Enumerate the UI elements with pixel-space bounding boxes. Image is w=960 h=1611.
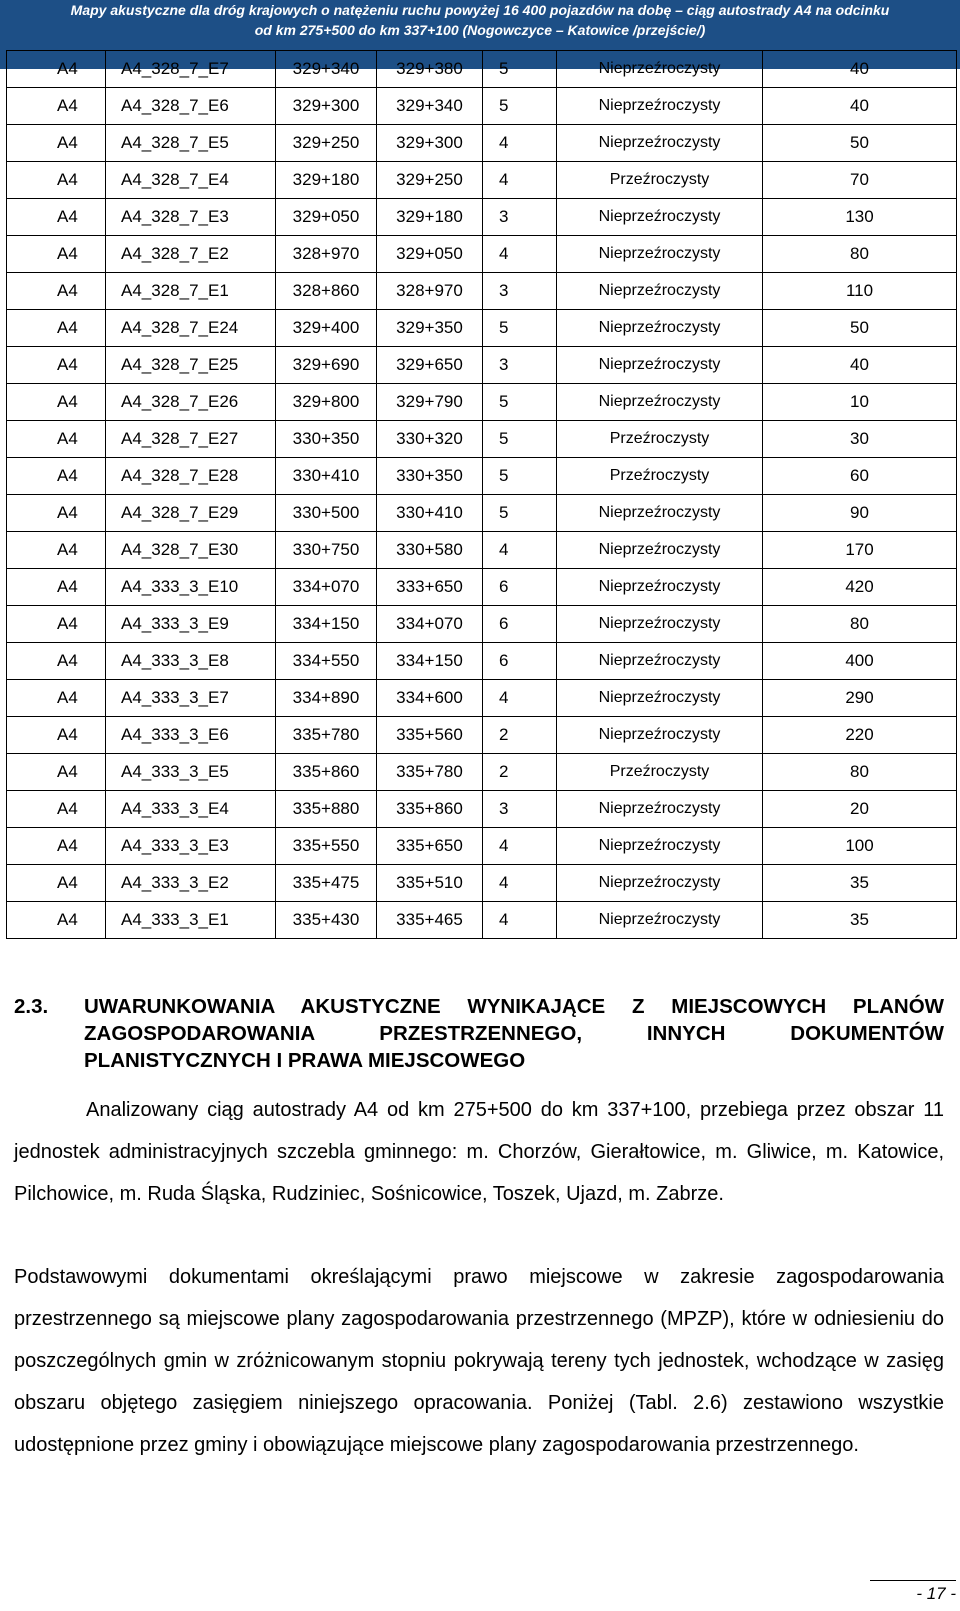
cell-height: 3: [483, 199, 557, 236]
cell-height: 4: [483, 865, 557, 902]
table-row: [7, 643, 957, 680]
cell-barrier-id: A4_333_3_E4: [106, 791, 276, 828]
cell-barrier-id: A4_328_7_E27: [106, 421, 276, 458]
cell-type: Nieprzeźroczysty: [557, 865, 763, 902]
table-row: [7, 384, 957, 421]
header-line-1: Mapy akustyczne dla dróg krajowych o natężeniu ruchu powyżej 16 400 pojazdów na dobę – ciąg autostrady A4 na odcinku: [70, 2, 890, 18]
table-row: [7, 162, 957, 199]
cell-length: 40: [763, 347, 957, 384]
cell-barrier-id: A4_333_3_E7: [106, 680, 276, 717]
cell-height: 5: [483, 88, 557, 125]
cell-km-end: 330+320: [377, 421, 483, 458]
cell-km-start: 335+475: [276, 865, 377, 902]
cell-km-end: 334+150: [377, 643, 483, 680]
cell-type: Przeźroczysty: [557, 458, 763, 495]
cell-length: 20: [763, 791, 957, 828]
cell-road: A4: [7, 421, 106, 458]
cell-road: A4: [7, 754, 106, 791]
header-line-2: od km 275+500 do km 337+100 (Nogowczyce – Katowice /przejście/): [254, 22, 706, 38]
table-body: [7, 51, 957, 939]
cell-type: Nieprzeźroczysty: [557, 236, 763, 273]
cell-barrier-id: A4_333_3_E1: [106, 902, 276, 939]
cell-length: 220: [763, 717, 957, 754]
cell-length: 90: [763, 495, 957, 532]
cell-km-end: 333+650: [377, 569, 483, 606]
table-row: [7, 717, 957, 754]
cell-type: Nieprzeźroczysty: [557, 310, 763, 347]
cell-height: 5: [483, 384, 557, 421]
cell-km-start: 329+340: [276, 51, 377, 88]
cell-barrier-id: A4_328_7_E30: [106, 532, 276, 569]
cell-type: Nieprzeźroczysty: [557, 273, 763, 310]
cell-km-start: 335+430: [276, 902, 377, 939]
cell-road: A4: [7, 310, 106, 347]
cell-length: 80: [763, 236, 957, 273]
cell-km-end: 329+050: [377, 236, 483, 273]
cell-km-end: 329+180: [377, 199, 483, 236]
cell-barrier-id: A4_328_7_E3: [106, 199, 276, 236]
cell-barrier-id: A4_328_7_E1: [106, 273, 276, 310]
cell-km-start: 329+050: [276, 199, 377, 236]
cell-length: 30: [763, 421, 957, 458]
cell-km-end: 335+860: [377, 791, 483, 828]
table-row: [7, 902, 957, 939]
cell-length: 40: [763, 51, 957, 88]
cell-km-end: 329+250: [377, 162, 483, 199]
cell-barrier-id: A4_328_7_E2: [106, 236, 276, 273]
cell-length: 60: [763, 458, 957, 495]
cell-road: A4: [7, 458, 106, 495]
cell-type: Przeźroczysty: [557, 421, 763, 458]
cell-barrier-id: A4_333_3_E9: [106, 606, 276, 643]
table-row: [7, 88, 957, 125]
cell-km-start: 334+550: [276, 643, 377, 680]
cell-km-start: 330+350: [276, 421, 377, 458]
cell-height: 5: [483, 421, 557, 458]
cell-type: Nieprzeźroczysty: [557, 569, 763, 606]
paragraph-mpzp: Podstawowymi dokumentami określającymi prawo miejscowe w zakresie zagospodarowania przestrzennego są miejscowe plany zagospodarowania przestrzennego (MPZP), które w odniesieniu do poszczególnych gmin w zróżnicowanym stopniu pokrywają tereny tych jednostek, wchodzące w zasięg obszaru objętego zasięgiem niniejszego opracowania. Poniżej (Tabl. 2.6) zestawiono wszystkie udostępnione przez gminy i obowiązujące miejscowe plany zagospodarowania przestrzennego.: [14, 1266, 944, 1456]
cell-km-end: 335+780: [377, 754, 483, 791]
cell-road: A4: [7, 495, 106, 532]
page-number: - 17 -: [916, 1584, 956, 1603]
table-row: [7, 680, 957, 717]
cell-km-end: 329+300: [377, 125, 483, 162]
cell-km-end: 329+650: [377, 347, 483, 384]
cell-barrier-id: A4_328_7_E4: [106, 162, 276, 199]
cell-barrier-id: A4_333_3_E3: [106, 828, 276, 865]
cell-road: A4: [7, 680, 106, 717]
table-row: [7, 199, 957, 236]
cell-km-end: 335+560: [377, 717, 483, 754]
cell-type: Nieprzeźroczysty: [557, 791, 763, 828]
cell-type: Nieprzeźroczysty: [557, 532, 763, 569]
cell-height: 6: [483, 606, 557, 643]
table-row: [7, 421, 957, 458]
cell-height: 5: [483, 458, 557, 495]
cell-length: 420: [763, 569, 957, 606]
cell-barrier-id: A4_328_7_E26: [106, 384, 276, 421]
table-row: [7, 791, 957, 828]
cell-road: A4: [7, 606, 106, 643]
cell-height: 5: [483, 310, 557, 347]
cell-length: 110: [763, 273, 957, 310]
cell-barrier-id: A4_328_7_E5: [106, 125, 276, 162]
cell-length: 400: [763, 643, 957, 680]
table-row: [7, 458, 957, 495]
cell-height: 2: [483, 754, 557, 791]
cell-height: 5: [483, 495, 557, 532]
cell-road: A4: [7, 569, 106, 606]
cell-type: Nieprzeźroczysty: [557, 88, 763, 125]
cell-km-start: 329+300: [276, 88, 377, 125]
cell-km-start: 334+150: [276, 606, 377, 643]
cell-barrier-id: A4_328_7_E6: [106, 88, 276, 125]
cell-barrier-id: A4_333_3_E6: [106, 717, 276, 754]
cell-type: Nieprzeźroczysty: [557, 384, 763, 421]
cell-length: 35: [763, 865, 957, 902]
cell-km-start: 329+180: [276, 162, 377, 199]
cell-type: Przeźroczysty: [557, 162, 763, 199]
cell-height: 4: [483, 902, 557, 939]
cell-km-start: 330+750: [276, 532, 377, 569]
cell-km-end: 329+340: [377, 88, 483, 125]
table-row: [7, 51, 957, 88]
cell-road: A4: [7, 865, 106, 902]
cell-km-end: 330+410: [377, 495, 483, 532]
cell-road: A4: [7, 273, 106, 310]
cell-km-start: 330+410: [276, 458, 377, 495]
cell-height: 3: [483, 347, 557, 384]
table-row: [7, 532, 957, 569]
cell-type: Nieprzeźroczysty: [557, 902, 763, 939]
cell-barrier-id: A4_333_3_E5: [106, 754, 276, 791]
cell-barrier-id: A4_333_3_E8: [106, 643, 276, 680]
cell-km-end: 334+070: [377, 606, 483, 643]
table-row: [7, 865, 957, 902]
cell-length: 130: [763, 199, 957, 236]
cell-road: A4: [7, 88, 106, 125]
table-row: [7, 569, 957, 606]
paragraph-municipalities: Analizowany ciąg autostrady A4 od km 275+500 do km 337+100, przebiega przez obszar 11 jednostek administracyjnych szczebla gminnego: m. Chorzów, Gierałtowice, m. Gliwice, m. Katowice, Pilchowice, m. Ruda Śląska, Rudziniec, Sośnicowice, Toszek, Ujazd, m. Zabrze.: [14, 1099, 944, 1205]
table-row: [7, 236, 957, 273]
cell-km-start: 328+970: [276, 236, 377, 273]
cell-length: 35: [763, 902, 957, 939]
cell-length: 40: [763, 88, 957, 125]
footer-divider: [870, 1580, 956, 1581]
cell-km-start: 328+860: [276, 273, 377, 310]
table-row: [7, 828, 957, 865]
cell-km-start: 329+250: [276, 125, 377, 162]
cell-km-end: 335+650: [377, 828, 483, 865]
table-row: [7, 125, 957, 162]
cell-road: A4: [7, 828, 106, 865]
cell-height: 5: [483, 51, 557, 88]
cell-length: 80: [763, 606, 957, 643]
table-row: [7, 606, 957, 643]
cell-barrier-id: A4_328_7_E28: [106, 458, 276, 495]
cell-type: Nieprzeźroczysty: [557, 643, 763, 680]
table-row: [7, 495, 957, 532]
cell-type: Nieprzeźroczysty: [557, 495, 763, 532]
cell-road: A4: [7, 643, 106, 680]
cell-length: 100: [763, 828, 957, 865]
cell-km-start: 335+550: [276, 828, 377, 865]
cell-km-end: 334+600: [377, 680, 483, 717]
cell-road: A4: [7, 236, 106, 273]
cell-km-start: 335+780: [276, 717, 377, 754]
cell-height: 4: [483, 162, 557, 199]
cell-road: A4: [7, 902, 106, 939]
cell-road: A4: [7, 532, 106, 569]
cell-height: 4: [483, 125, 557, 162]
cell-km-start: 334+890: [276, 680, 377, 717]
cell-road: A4: [7, 162, 106, 199]
cell-height: 6: [483, 569, 557, 606]
cell-km-start: 330+500: [276, 495, 377, 532]
cell-km-start: 329+400: [276, 310, 377, 347]
cell-type: Nieprzeźroczysty: [557, 125, 763, 162]
cell-km-end: 335+510: [377, 865, 483, 902]
cell-length: 50: [763, 125, 957, 162]
cell-type: Nieprzeźroczysty: [557, 680, 763, 717]
cell-road: A4: [7, 125, 106, 162]
cell-km-start: 329+690: [276, 347, 377, 384]
cell-height: 4: [483, 680, 557, 717]
cell-km-end: 330+350: [377, 458, 483, 495]
cell-km-start: 335+880: [276, 791, 377, 828]
cell-km-start: 334+070: [276, 569, 377, 606]
table-row: [7, 754, 957, 791]
cell-road: A4: [7, 347, 106, 384]
cell-road: A4: [7, 384, 106, 421]
cell-km-end: 330+580: [377, 532, 483, 569]
cell-road: A4: [7, 199, 106, 236]
cell-km-end: 328+970: [377, 273, 483, 310]
cell-type: Nieprzeźroczysty: [557, 828, 763, 865]
cell-km-end: 335+465: [377, 902, 483, 939]
table-row: [7, 273, 957, 310]
cell-type: Przeźroczysty: [557, 754, 763, 791]
cell-road: A4: [7, 51, 106, 88]
cell-km-end: 329+350: [377, 310, 483, 347]
cell-type: Nieprzeźroczysty: [557, 51, 763, 88]
cell-height: 4: [483, 532, 557, 569]
cell-length: 50: [763, 310, 957, 347]
cell-length: 10: [763, 384, 957, 421]
cell-height: 4: [483, 828, 557, 865]
cell-road: A4: [7, 791, 106, 828]
cell-type: Nieprzeźroczysty: [557, 347, 763, 384]
noise-barrier-table: [6, 50, 957, 939]
cell-type: Nieprzeźroczysty: [557, 606, 763, 643]
cell-height: 3: [483, 273, 557, 310]
cell-barrier-id: A4_333_3_E2: [106, 865, 276, 902]
cell-type: Nieprzeźroczysty: [557, 717, 763, 754]
cell-length: 70: [763, 162, 957, 199]
cell-length: 290: [763, 680, 957, 717]
cell-length: 170: [763, 532, 957, 569]
section-heading: [14, 993, 944, 1074]
table-row: [7, 347, 957, 384]
cell-km-start: 329+800: [276, 384, 377, 421]
cell-height: 4: [483, 236, 557, 273]
cell-km-end: 329+380: [377, 51, 483, 88]
table-row: [7, 310, 957, 347]
cell-height: 6: [483, 643, 557, 680]
cell-barrier-id: A4_328_7_E25: [106, 347, 276, 384]
cell-length: 80: [763, 754, 957, 791]
section-title: UWARUNKOWANIA AKUSTYCZNE WYNIKAJĄCE Z MIEJSCOWYCH PLANÓW ZAGOSPODAROWANIA PRZESTRZENNEGO, INNYCH DOKUMENTÓW PLANISTYCZNYCH I PRAWA MIEJSCOWEGO: [84, 995, 944, 1072]
cell-height: 3: [483, 791, 557, 828]
cell-barrier-id: A4_328_7_E24: [106, 310, 276, 347]
section-number: 2.3.: [14, 995, 49, 1018]
cell-barrier-id: A4_328_7_E29: [106, 495, 276, 532]
cell-km-start: 335+860: [276, 754, 377, 791]
cell-road: A4: [7, 717, 106, 754]
cell-type: Nieprzeźroczysty: [557, 199, 763, 236]
cell-barrier-id: A4_333_3_E10: [106, 569, 276, 606]
cell-barrier-id: A4_328_7_E7: [106, 51, 276, 88]
cell-km-end: 329+790: [377, 384, 483, 421]
cell-height: 2: [483, 717, 557, 754]
